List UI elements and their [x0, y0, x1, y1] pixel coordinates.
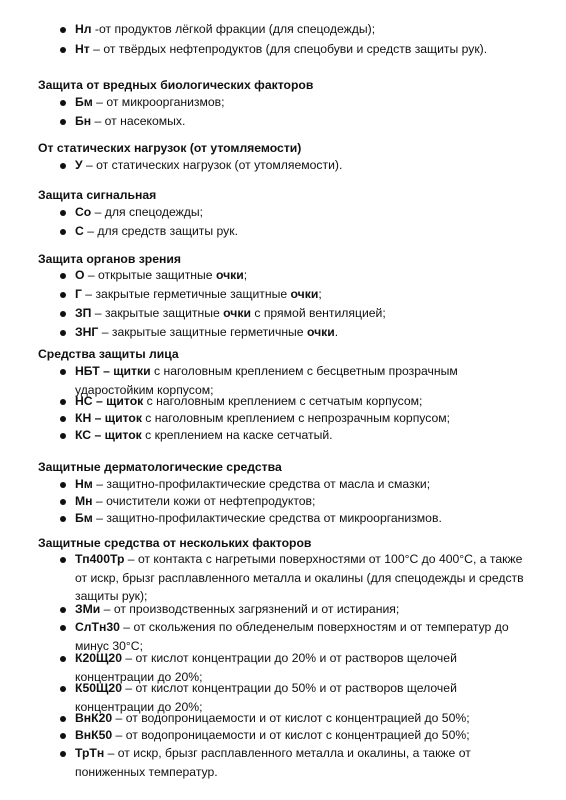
- list-item: [75, 20, 528, 39]
- bullet-icon: [60, 292, 66, 298]
- item-text: – от кислот концентрации до 20% и от растворов щелочей концентрации до 20%;: [75, 651, 457, 684]
- item-text: – от контакта с нагретыми поверхностями от 100°С до 400°С, а также от искр, брызг расплавленного металла и окалины (для спецодежды и средств защиты рук);: [75, 552, 524, 603]
- item-code: ТрТн: [75, 746, 105, 760]
- item-text: – от скольжения по обледенелым поверхностям и от температур до минус 30°С;: [75, 620, 509, 653]
- bullet-icon: [60, 751, 66, 757]
- item-emphasis: очки: [215, 268, 244, 282]
- item-code: Нл: [75, 22, 92, 36]
- item-code: ЗНГ: [75, 325, 99, 339]
- bullet-icon: [60, 47, 66, 53]
- bullet-icon: [60, 733, 66, 739]
- section-heading: Защита от вредных биологических факторов: [38, 78, 314, 92]
- bullet-icon: [60, 100, 66, 106]
- item-text: – от производственных загрязнений и от истирания;: [100, 602, 400, 616]
- bullet-icon: [60, 482, 66, 488]
- item-text: – от микроорганизмов;: [92, 95, 225, 109]
- item-text: – для средств защиты рук.: [83, 224, 238, 238]
- list-item: [75, 203, 528, 222]
- item-text: – открытые защитные: [84, 268, 216, 282]
- bullet-icon: [60, 416, 66, 422]
- item-code: Со: [75, 205, 92, 219]
- item-code: Бм: [75, 511, 93, 525]
- item-text-tail: ;: [318, 287, 322, 301]
- list-item: [75, 492, 528, 511]
- bullet-icon: [60, 686, 66, 692]
- item-text: с наголовным креплением с бесцветным прозрачным ударостойким корпусом;: [75, 364, 458, 397]
- item-code: ВнК50: [75, 728, 113, 742]
- list-item: [75, 426, 528, 445]
- list-item: [75, 222, 528, 241]
- item-text: – от насекомых.: [91, 114, 186, 128]
- bullet-icon: [60, 625, 66, 631]
- section-heading: Защита органов зрения: [38, 252, 181, 266]
- item-code: Бн: [75, 114, 92, 128]
- bullet-icon: [60, 210, 66, 216]
- item-code: К20Щ20: [75, 651, 122, 665]
- bullet-icon: [60, 499, 66, 505]
- bullet-icon: [60, 607, 66, 613]
- list-item: [75, 156, 528, 175]
- item-emphasis: очки: [223, 306, 251, 320]
- item-text: – закрытые защитные герметичные: [98, 325, 307, 339]
- bullet-icon: [60, 656, 66, 662]
- item-code: ЗМи: [75, 602, 101, 616]
- bullet-icon: [60, 273, 66, 279]
- item-code: Нм: [75, 477, 93, 491]
- list-item: [75, 600, 528, 619]
- item-code: Нт: [75, 42, 90, 56]
- list-item: [75, 93, 528, 112]
- item-text-tail: ;: [243, 268, 248, 282]
- item-code: НС – щиток: [75, 394, 144, 408]
- bullet-icon: [60, 369, 66, 375]
- list-item: [75, 475, 528, 494]
- item-text: -от продуктов лёгкой фракции (для спецодежды);: [91, 22, 376, 36]
- item-text: – защитно-профилактические средства от масла и смазки;: [92, 477, 431, 491]
- list-item: [75, 266, 528, 285]
- item-text: с наголовным креплением с сетчатым корпусом;: [143, 394, 423, 408]
- list-item: [75, 709, 528, 728]
- item-text: – от кислот концентрации до 50% и от растворов щелочей концентрации до 20%;: [75, 681, 457, 714]
- item-emphasis: очки: [306, 325, 335, 339]
- item-text: – от статических нагрузок (от утомляемости).: [82, 158, 343, 172]
- item-code: ЗП: [75, 306, 92, 320]
- item-text: – от твёрдых нефтепродуктов (для спецобуви и средств защиты рук).: [89, 42, 488, 56]
- bullet-icon: [60, 229, 66, 235]
- list-item: [75, 323, 528, 342]
- list-item: [75, 392, 528, 411]
- section-heading: Защитные дерматологические средства: [38, 460, 282, 474]
- bullet-icon: [60, 716, 66, 722]
- item-text-tail: .: [334, 325, 339, 339]
- list-item: [75, 509, 528, 528]
- item-code: СлТн30: [75, 620, 120, 634]
- bullet-icon: [60, 557, 66, 563]
- item-text: – закрытые герметичные защитные: [81, 287, 291, 301]
- list-item: [75, 726, 528, 745]
- list-item: [75, 285, 528, 304]
- list-item: [75, 304, 528, 323]
- item-code: КН – щиток: [75, 411, 142, 425]
- item-code: КС – щиток: [75, 428, 142, 442]
- item-text: – закрытые защитные: [91, 306, 224, 320]
- bullet-icon: [60, 330, 66, 336]
- item-code: Бм: [75, 95, 93, 109]
- item-code: О: [75, 268, 85, 282]
- item-code: НБТ – щитки: [75, 364, 151, 378]
- section-heading: Защитные средства от нескольких факторов: [38, 536, 312, 550]
- item-text: – от искр, брызг расплавленного металла и окалины, а также от пониженных температур.: [75, 746, 471, 779]
- item-code: У: [75, 158, 83, 172]
- item-text: – защитно-профилактические средства от микроорганизмов.: [92, 511, 442, 525]
- bullet-icon: [60, 27, 66, 33]
- item-text-tail: с прямой вентиляцией;: [250, 306, 386, 320]
- list-item: [75, 409, 528, 428]
- section-heading: Средства защиты лица: [38, 347, 179, 361]
- bullet-icon: [60, 163, 66, 169]
- item-code: Тп400Тр: [75, 552, 125, 566]
- item-text: – от водопроницаемости и от кислот с концентрацией до 50%;: [112, 728, 470, 742]
- bullet-icon: [60, 119, 66, 125]
- item-text: – для спецодежды;: [91, 205, 203, 219]
- item-code: С: [75, 224, 84, 238]
- item-code: К50Щ20: [75, 681, 122, 695]
- item-text: – от водопроницаемости и от кислот с концентрацией до 50%;: [112, 711, 470, 725]
- section-heading: Защита сигнальная: [38, 188, 157, 202]
- item-code: ВнК20: [75, 711, 113, 725]
- list-item: [75, 40, 528, 59]
- item-code: Г: [75, 287, 82, 301]
- bullet-icon: [60, 516, 66, 522]
- list-item: [75, 550, 528, 606]
- item-text: – очистители кожи от нефтепродуктов;: [92, 494, 316, 508]
- item-text: с креплением на каске сетчатый.: [141, 428, 333, 442]
- item-emphasis: очки: [290, 287, 319, 301]
- item-text: с наголовным креплением с непрозрачным корпусом;: [141, 411, 451, 425]
- bullet-icon: [60, 311, 66, 317]
- list-item: [75, 744, 528, 781]
- section-heading: От статических нагрузок (от утомляемости): [38, 141, 302, 155]
- item-code: Мн: [75, 494, 93, 508]
- bullet-icon: [60, 433, 66, 439]
- list-item: [75, 112, 528, 131]
- bullet-icon: [60, 399, 66, 405]
